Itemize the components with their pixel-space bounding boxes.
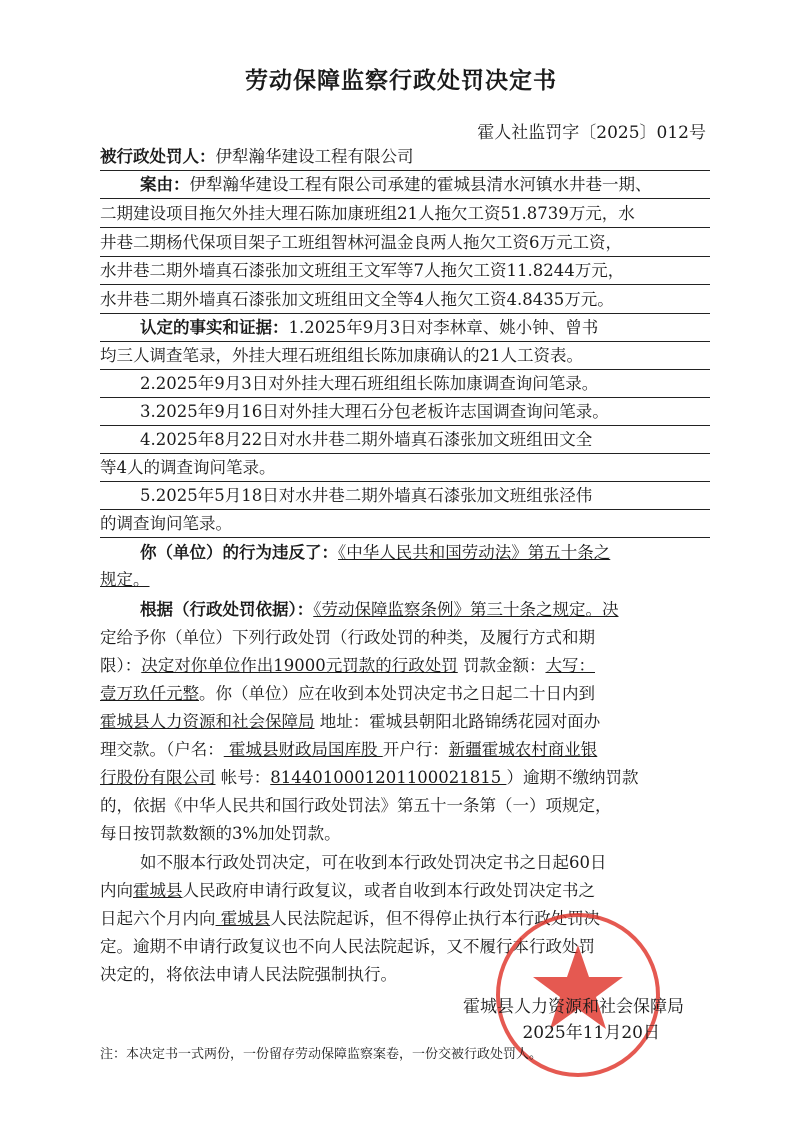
violation-line-2 bbox=[100, 567, 710, 593]
basis-rest: 《劳动保障监察条例》第三十条之规定。决 bbox=[313, 600, 619, 619]
appeal-court: 霍城县 bbox=[215, 909, 271, 928]
basis-line-1 bbox=[100, 597, 710, 623]
facts-line-3: 2.2025年9月3日对外挂大理石班组组长陈加康调查询问笔录。 bbox=[100, 371, 710, 398]
basis-label: 根据（行政处罚依据）： bbox=[140, 600, 314, 619]
basis-l3c: 罚款金额： bbox=[457, 656, 546, 675]
appeal-l3c: 人民法院起诉，但不得停止执行本行政处罚决 bbox=[270, 909, 601, 928]
appeal-line-5: 决定的，将依法申请人民法院强制执行。 bbox=[100, 965, 397, 984]
violation-law: 《中华人民共和国劳动法》第五十条之 bbox=[338, 543, 611, 562]
facts-line-1 bbox=[100, 315, 710, 342]
violation-line-1 bbox=[100, 540, 710, 566]
account-name: 霍城县财政局国库股 bbox=[223, 740, 383, 759]
payee-agency: 霍城县人力资源和社会保障局 bbox=[100, 712, 315, 731]
party-name: 伊犁瀚华建设工程有限公司 bbox=[215, 147, 414, 166]
facts-line-2: 均三人调查笔录，外挂大理石班组组长陈加康确认的21人工资表。 bbox=[100, 343, 710, 370]
facts-line-7: 5.2025年5月18日对水井巷二期外墙真石漆张加文班组张泾伟 bbox=[100, 483, 710, 510]
basis-line-3 bbox=[100, 653, 710, 679]
basis-line-8: 的，依据《中华人民共和国行政处罚法》第五十一条第（一）项规定， bbox=[100, 796, 612, 815]
appeal-line-2 bbox=[100, 878, 710, 904]
basis-l4b: 。你（单位）应在收到本处罚决定书之日起二十日内到 bbox=[199, 684, 595, 703]
basis-line-5 bbox=[100, 709, 710, 735]
case-line-5: 水井巷二期外墙真石漆张加文班组田文全等4人拖欠工资4.8435万元。 bbox=[100, 287, 710, 314]
footnote: 注：本决定书一式两份，一份留存劳动保障监察案卷，一份交被行政处罚人。 bbox=[100, 1047, 543, 1062]
facts-line-5: 4.2025年8月22日对水井巷二期外墙真石漆张加文班组田文全 bbox=[100, 427, 710, 454]
penalty-decision: 决定对你单位作出19000元罚款的行政处罚 bbox=[141, 656, 458, 675]
basis-line-9: 每日按罚款数额的3%加处罚款。 bbox=[100, 824, 341, 843]
bank-label: 开户行： bbox=[382, 740, 449, 759]
violation-label: 你（单位）的行为违反了： bbox=[140, 543, 338, 562]
amount-caps: 壹万玖仟元整 bbox=[100, 684, 199, 703]
account-number: 814401000120110002181​5 bbox=[270, 768, 507, 787]
facts-line-4: 3.2025年9月16日对外挂大理石分包老板许志国调查询问笔录。 bbox=[100, 399, 710, 426]
appeal-l2c: 人民政府申请行政复议，或者自收到本行政处罚决定书之 bbox=[182, 881, 595, 900]
facts-label: 认定的事实和证据： bbox=[140, 318, 289, 337]
basis-l7d: ）逾期不缴纳罚款 bbox=[506, 768, 639, 787]
violation-law-end: 规定。 bbox=[100, 570, 150, 589]
case-line-3: 井巷二期杨代保项目架子工班组智林河温金良两人拖欠工资6万元工资， bbox=[100, 230, 710, 257]
bank-name: 新疆霍城农村商业银 bbox=[448, 740, 598, 759]
amount-caps-label: 大写： bbox=[545, 656, 595, 675]
appeal-line-4: 定。逾期不申请行政复议也不向人民法院起诉，又不履行本行政处罚 bbox=[100, 937, 595, 956]
bank-name-end: 行股份有限公司 bbox=[100, 768, 216, 787]
document-title: 劳动保障监察行政处罚决定书 bbox=[245, 68, 557, 94]
case-line-1 bbox=[100, 172, 710, 199]
facts-line-6: 等4人的调查询问笔录。 bbox=[100, 455, 710, 482]
basis-line-6 bbox=[100, 737, 710, 763]
basis-l3a: 限）： bbox=[100, 656, 142, 675]
account-name-label: 理交款。（户名： bbox=[100, 740, 224, 759]
appeal-gov: 霍城县 bbox=[133, 881, 183, 900]
party-line bbox=[100, 144, 710, 171]
appeal-line-1: 如不服本行政处罚决定，可在收到本行政处罚决定书之日起60日 bbox=[140, 853, 607, 872]
case-line-4: 水井巷二期外墙真石漆张加文班组王文军等7人拖欠工资11.8244万元， bbox=[100, 258, 710, 285]
party-label: 被行政处罚人： bbox=[100, 147, 216, 166]
address: 地址：霍城县朝阳北路锦绣花园对面办 bbox=[314, 712, 601, 731]
facts-line-8: 的调查询问笔录。 bbox=[100, 511, 710, 538]
case-label: 案由： bbox=[140, 175, 190, 194]
issuing-org: 霍城县人力资源和社会保障局 bbox=[463, 997, 684, 1017]
basis-line-2: 定给予你（单位）下列行政处罚（行政处罚的种类，及履行方式和期 bbox=[100, 628, 595, 647]
appeal-l2a: 内向 bbox=[100, 881, 133, 900]
basis-line-4 bbox=[100, 681, 710, 707]
case-line-2: 二期建设项目拖欠外挂大理石陈加康班组21人拖欠工资51.8739万元，水 bbox=[100, 201, 710, 228]
issue-date: 2025年11月20日 bbox=[522, 1023, 660, 1043]
basis-line-7 bbox=[100, 765, 710, 791]
case-text-1: 伊犁瀚华建设工程有限公司承建的霍城县清水河镇水井巷一期、 bbox=[189, 175, 652, 194]
appeal-l3a: 日起六个月内向 bbox=[100, 909, 216, 928]
account-no-label: 帐号： bbox=[215, 768, 271, 787]
document-number: 霍人社监罚字〔2025〕012号 bbox=[477, 123, 706, 143]
facts-text-1: 1.2025年9月3日对李林章、姚小钟、曾书 bbox=[288, 318, 599, 337]
